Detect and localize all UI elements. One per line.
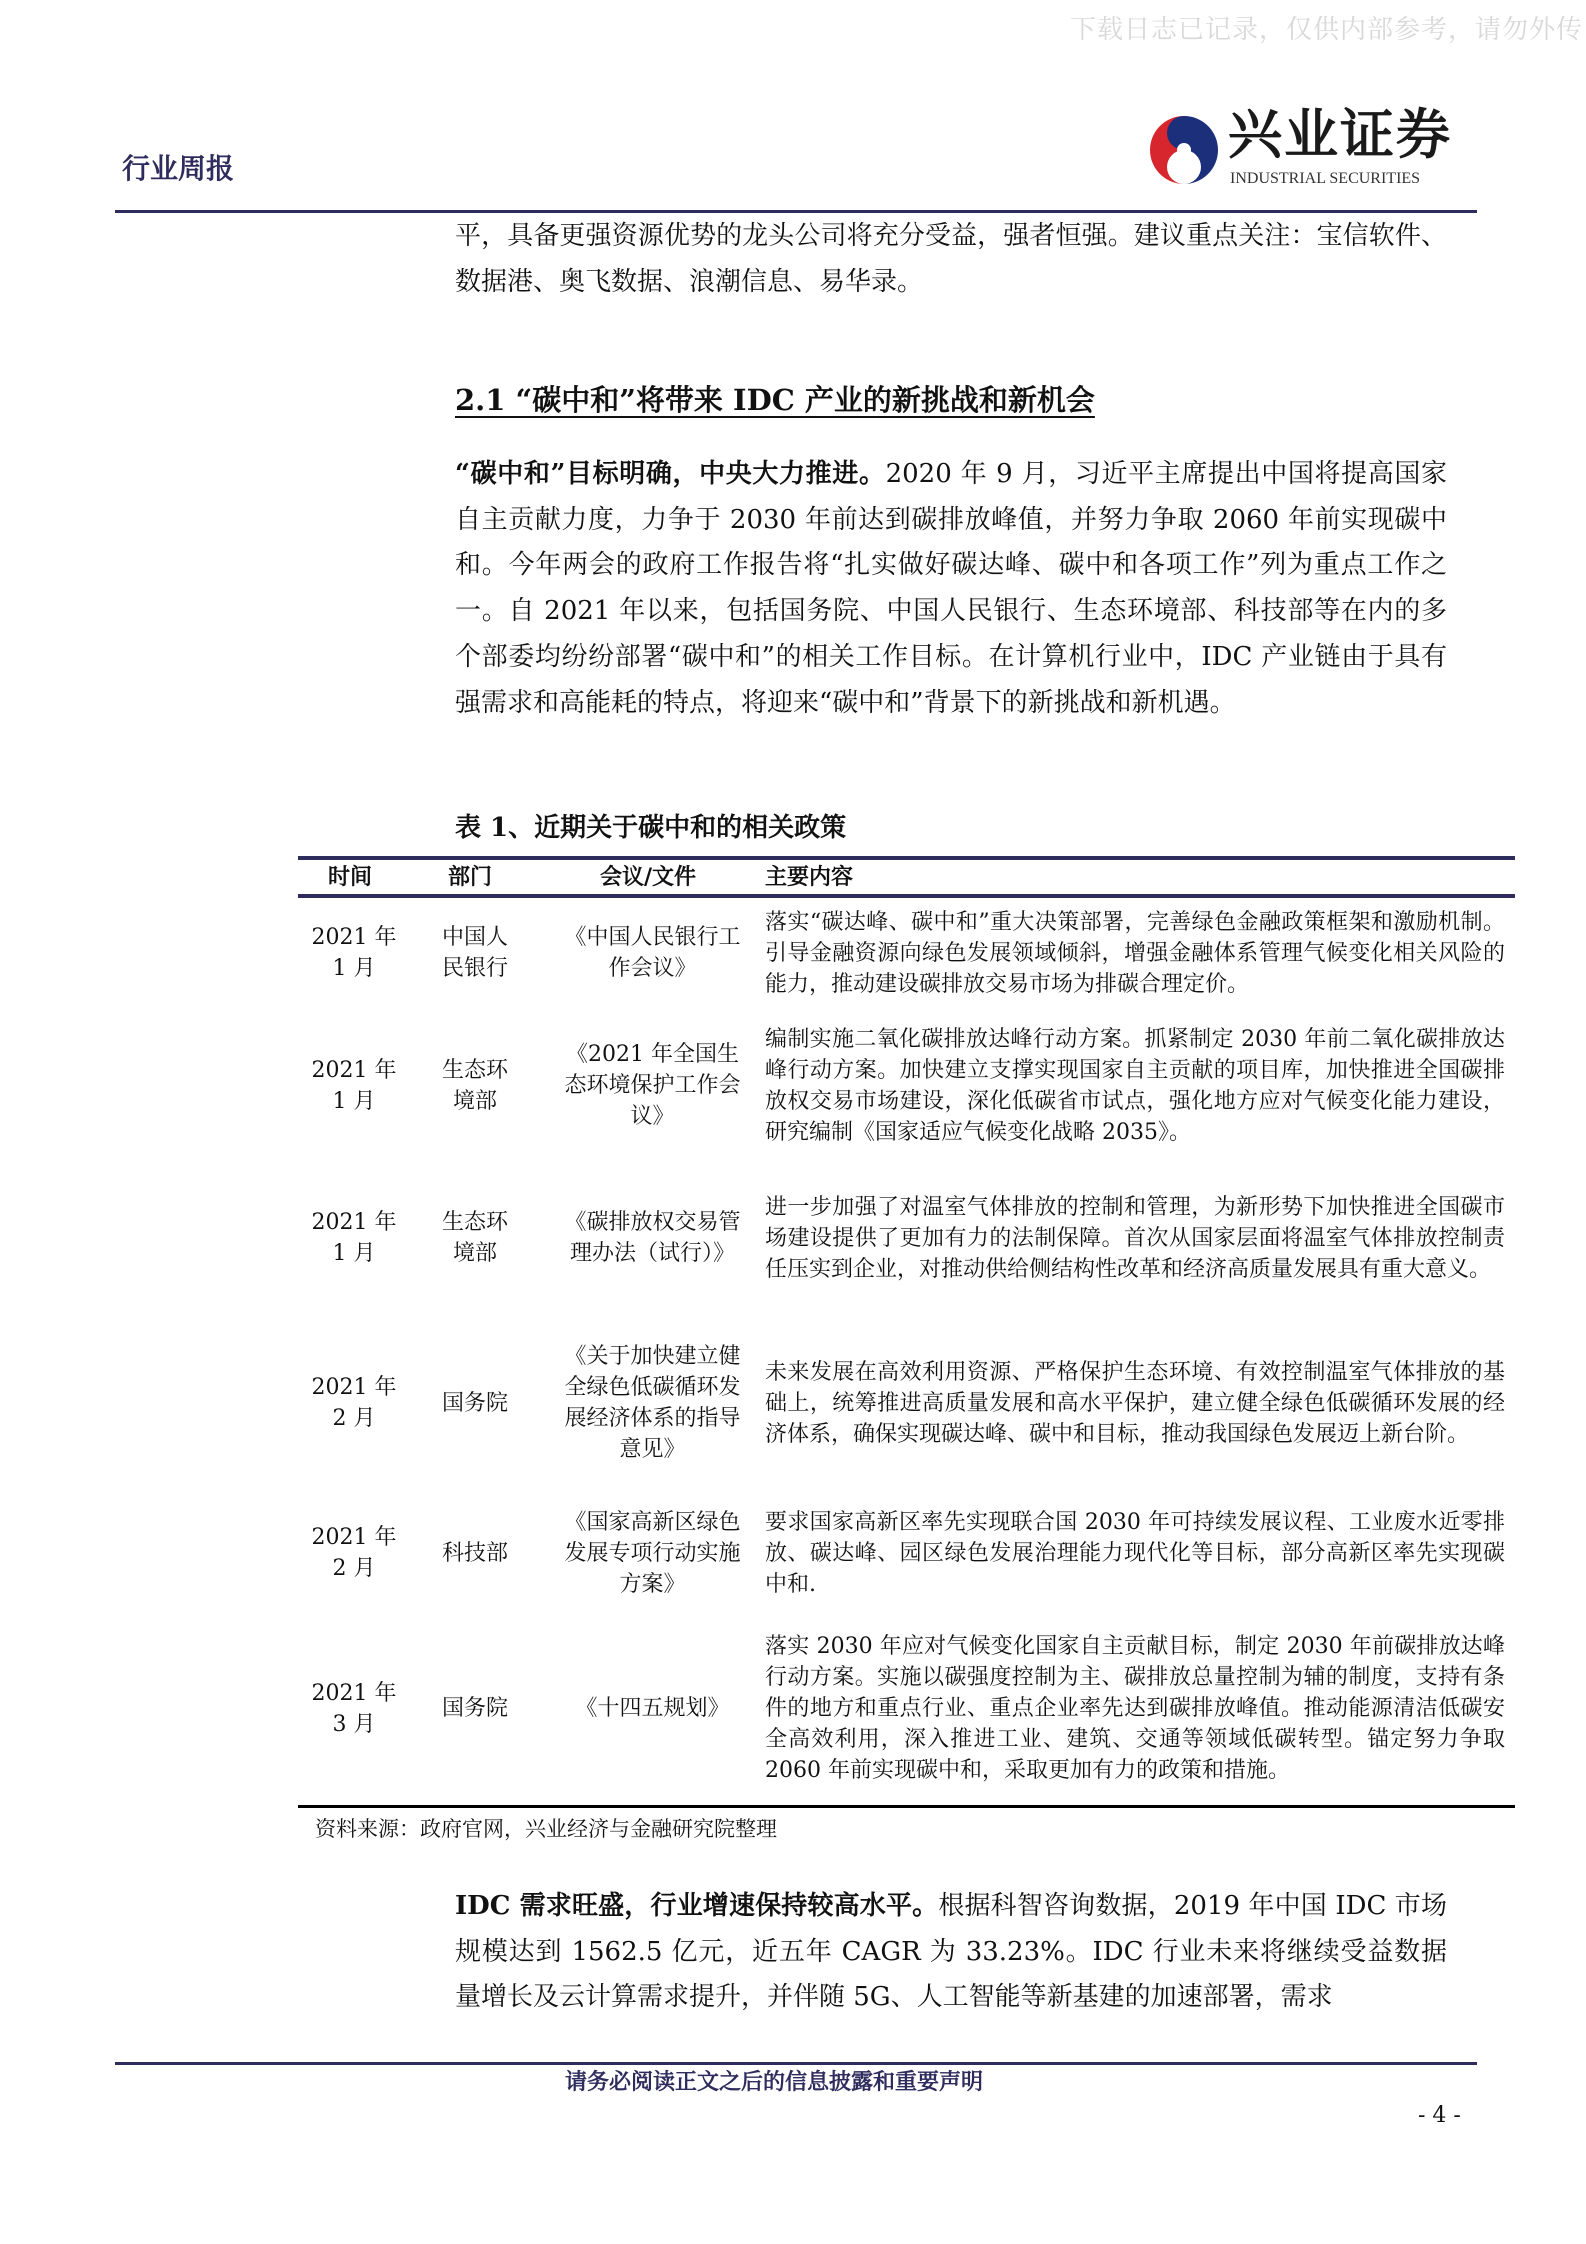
policy-table <box>298 856 1515 1808</box>
paragraph-lead: IDC 需求旺盛，行业增速保持较高水平。 <box>455 1891 939 1921</box>
cell-time: 2021 年 3 月 <box>311 1680 397 1737</box>
cell-time: 2021 年 2 月 <box>311 1525 397 1581</box>
cell-doc: 《十四五规划》 <box>575 1696 730 1722</box>
logo-english-name: INDUSTRIAL SECURITIES <box>1230 170 1421 187</box>
cell-dept: 国务院 <box>441 1390 508 1416</box>
cell-dept: 科技部 <box>441 1540 508 1566</box>
cell-content: 要求国家高新区率先实现联合国 2030 年可持续发展议程、工业废水近零排放、碳达峰、园区绿色发展治理能力现代化等目标，部分高新区率先实现碳中和. <box>765 1509 1505 1597</box>
footer-divider <box>115 2062 1477 2065</box>
cell-dept: 生态环境部 <box>441 1057 508 1114</box>
cell-content: 编制实施二氧化碳排放达峰行动方案。抓紧制定 2030 年前二氧化碳排放达峰行动方案。加快建立支撑实现国家自主贡献的项目库，加快推进全国碳排放权交易市场建设，深化低碳省市试点，强化地方应对气候变化能力建设，研究编制《国家适应气候变化战略 2035》。 <box>765 1026 1505 1145</box>
table-row <box>298 896 1515 1008</box>
paragraph-carbon-neutral <box>455 452 1447 726</box>
paragraph-body: 根据科智咨询数据，2019 年中国 IDC 市场规模达到 1562.5 亿元，近五年 CAGR 为 33.23%。IDC 行业未来将继续受益数据量增长及云计算需求提升，并伴随 5G、人工智能等新基建的加速部署，需求 <box>455 1891 1447 2013</box>
watermark: 下载日志已记录，仅供内部参考，请勿外传 <box>1070 15 1584 45</box>
logo-swirl-icon <box>1148 112 1220 188</box>
paragraph-lead: “碳中和”目标明确，中央大力推进。 <box>455 459 886 489</box>
cell-dept: 国务院 <box>441 1696 508 1722</box>
column-header-doc: 会议/文件 <box>600 864 697 890</box>
cell-time: 2021 年 1 月 <box>311 925 397 981</box>
table-row <box>298 1313 1515 1493</box>
section-heading: 2.1 “碳中和”将带来 IDC 产业的新挑战和新机会 <box>455 383 1095 417</box>
cell-doc: 《中国人民银行工作会议》 <box>564 925 741 981</box>
cell-time: 2021 年 2 月 <box>311 1375 397 1431</box>
table-row <box>298 1613 1515 1806</box>
paragraph-body: 2020 年 9 月，习近平主席提出中国将提高国家自主贡献力度，力争于 2030 年前达到碳排放峰值，并努力争取 2060 年前实现碳中和。今年两会的政府工作报告将“扎实做好碳达峰、碳中和各项工作”列为重点工作之一。自 2021 年以来，包括国务院、中国人民银行、生态环境部、科技部等在内的多个部委均纷纷部署“碳中和”的相关工作目标。在计算机行业中，IDC 产业链由于具有强需求和高能耗的特点，将迎来“碳中和”背景下的新挑战和新机遇。 <box>455 459 1447 718</box>
cell-doc: 《碳排放权交易管理办法（试行）》 <box>564 1210 741 1266</box>
cell-dept: 中国人民银行 <box>441 925 508 981</box>
table-header-row <box>298 858 1515 896</box>
cell-doc: 《2021 年全国生态环境保护工作会议》 <box>564 1042 741 1129</box>
header-divider <box>115 210 1477 213</box>
paragraph-idc-demand <box>455 1884 1447 2021</box>
column-header-time: 时间 <box>328 864 373 890</box>
cell-dept: 生态环境部 <box>441 1210 508 1266</box>
column-header-dept: 部门 <box>448 864 493 890</box>
intro-paragraph: 平，具备更强资源优势的龙头公司将充分受益，强者恒强。建议重点关注：宝信软件、数据港、奥飞数据、浪潮信息、易华录。 <box>455 221 1447 297</box>
column-header-content: 主要内容 <box>765 864 854 890</box>
company-logo <box>1148 103 1478 194</box>
cell-time: 2021 年 1 月 <box>311 1057 397 1114</box>
cell-doc: 《国家高新区绿色发展专项行动实施方案》 <box>564 1509 741 1597</box>
cell-content: 落实 2030 年应对气候变化国家自主贡献目标，制定 2030 年前碳排放达峰行动方案。实施以碳强度控制为主、碳排放总量控制为辅的制度，支持有条件的地方和重点行业、重点企业率先达到碳排放峰值。推动能源清洁低碳安全高效利用，深入推进工业、建筑、交通等领域低碳转型。锚定努力争取 2060 年前实现碳中和，采取更加有力的政策和措施。 <box>765 1634 1505 1784</box>
table-row <box>298 1008 1515 1163</box>
footer-disclaimer: 请务必阅读正文之后的信息披露和重要声明 <box>565 2069 984 2095</box>
cell-content: 落实“碳达峰、碳中和”重大决策部署，完善绿色金融政策框架和激励机制。引导金融资源向绿色发展领域倾斜，增强金融体系管理气候变化相关风险的能力，推动建设碳排放交易市场为排碳合理定价。 <box>765 909 1505 997</box>
cell-content: 进一步加强了对温室气体排放的控制和管理，为新形势下加快推进全国碳市场建设提供了更加有力的法制保障。首次从国家层面将温室气体排放控制责任压实到企业，对推动供给侧结构性改革和经济高质量发展具有重大意义。 <box>765 1194 1505 1282</box>
table-row <box>298 1493 1515 1613</box>
cell-doc: 《关于加快建立健全绿色低碳循环发展经济体系的指导意见》 <box>564 1344 741 1462</box>
table-title: 表 1、近期关于碳中和的相关政策 <box>455 813 847 843</box>
table-row <box>298 1163 1515 1313</box>
page-number: - 4 - <box>1418 2103 1461 2128</box>
table-source: 资料来源：政府官网，兴业经济与金融研究院整理 <box>315 1817 777 1841</box>
cell-content: 未来发展在高效利用资源、严格保护生态环境、有效控制温室气体排放的基础上，统筹推进高质量发展和高水平保护，建立健全绿色低碳循环发展的经济体系，确保实现碳达峰、碳中和目标，推动我国绿色发展迈上新台阶。 <box>765 1359 1505 1447</box>
logo-chinese-name: 兴业证券 <box>1228 103 1452 166</box>
doc-type-label: 行业周报 <box>122 152 235 185</box>
cell-time: 2021 年 1 月 <box>311 1210 397 1266</box>
